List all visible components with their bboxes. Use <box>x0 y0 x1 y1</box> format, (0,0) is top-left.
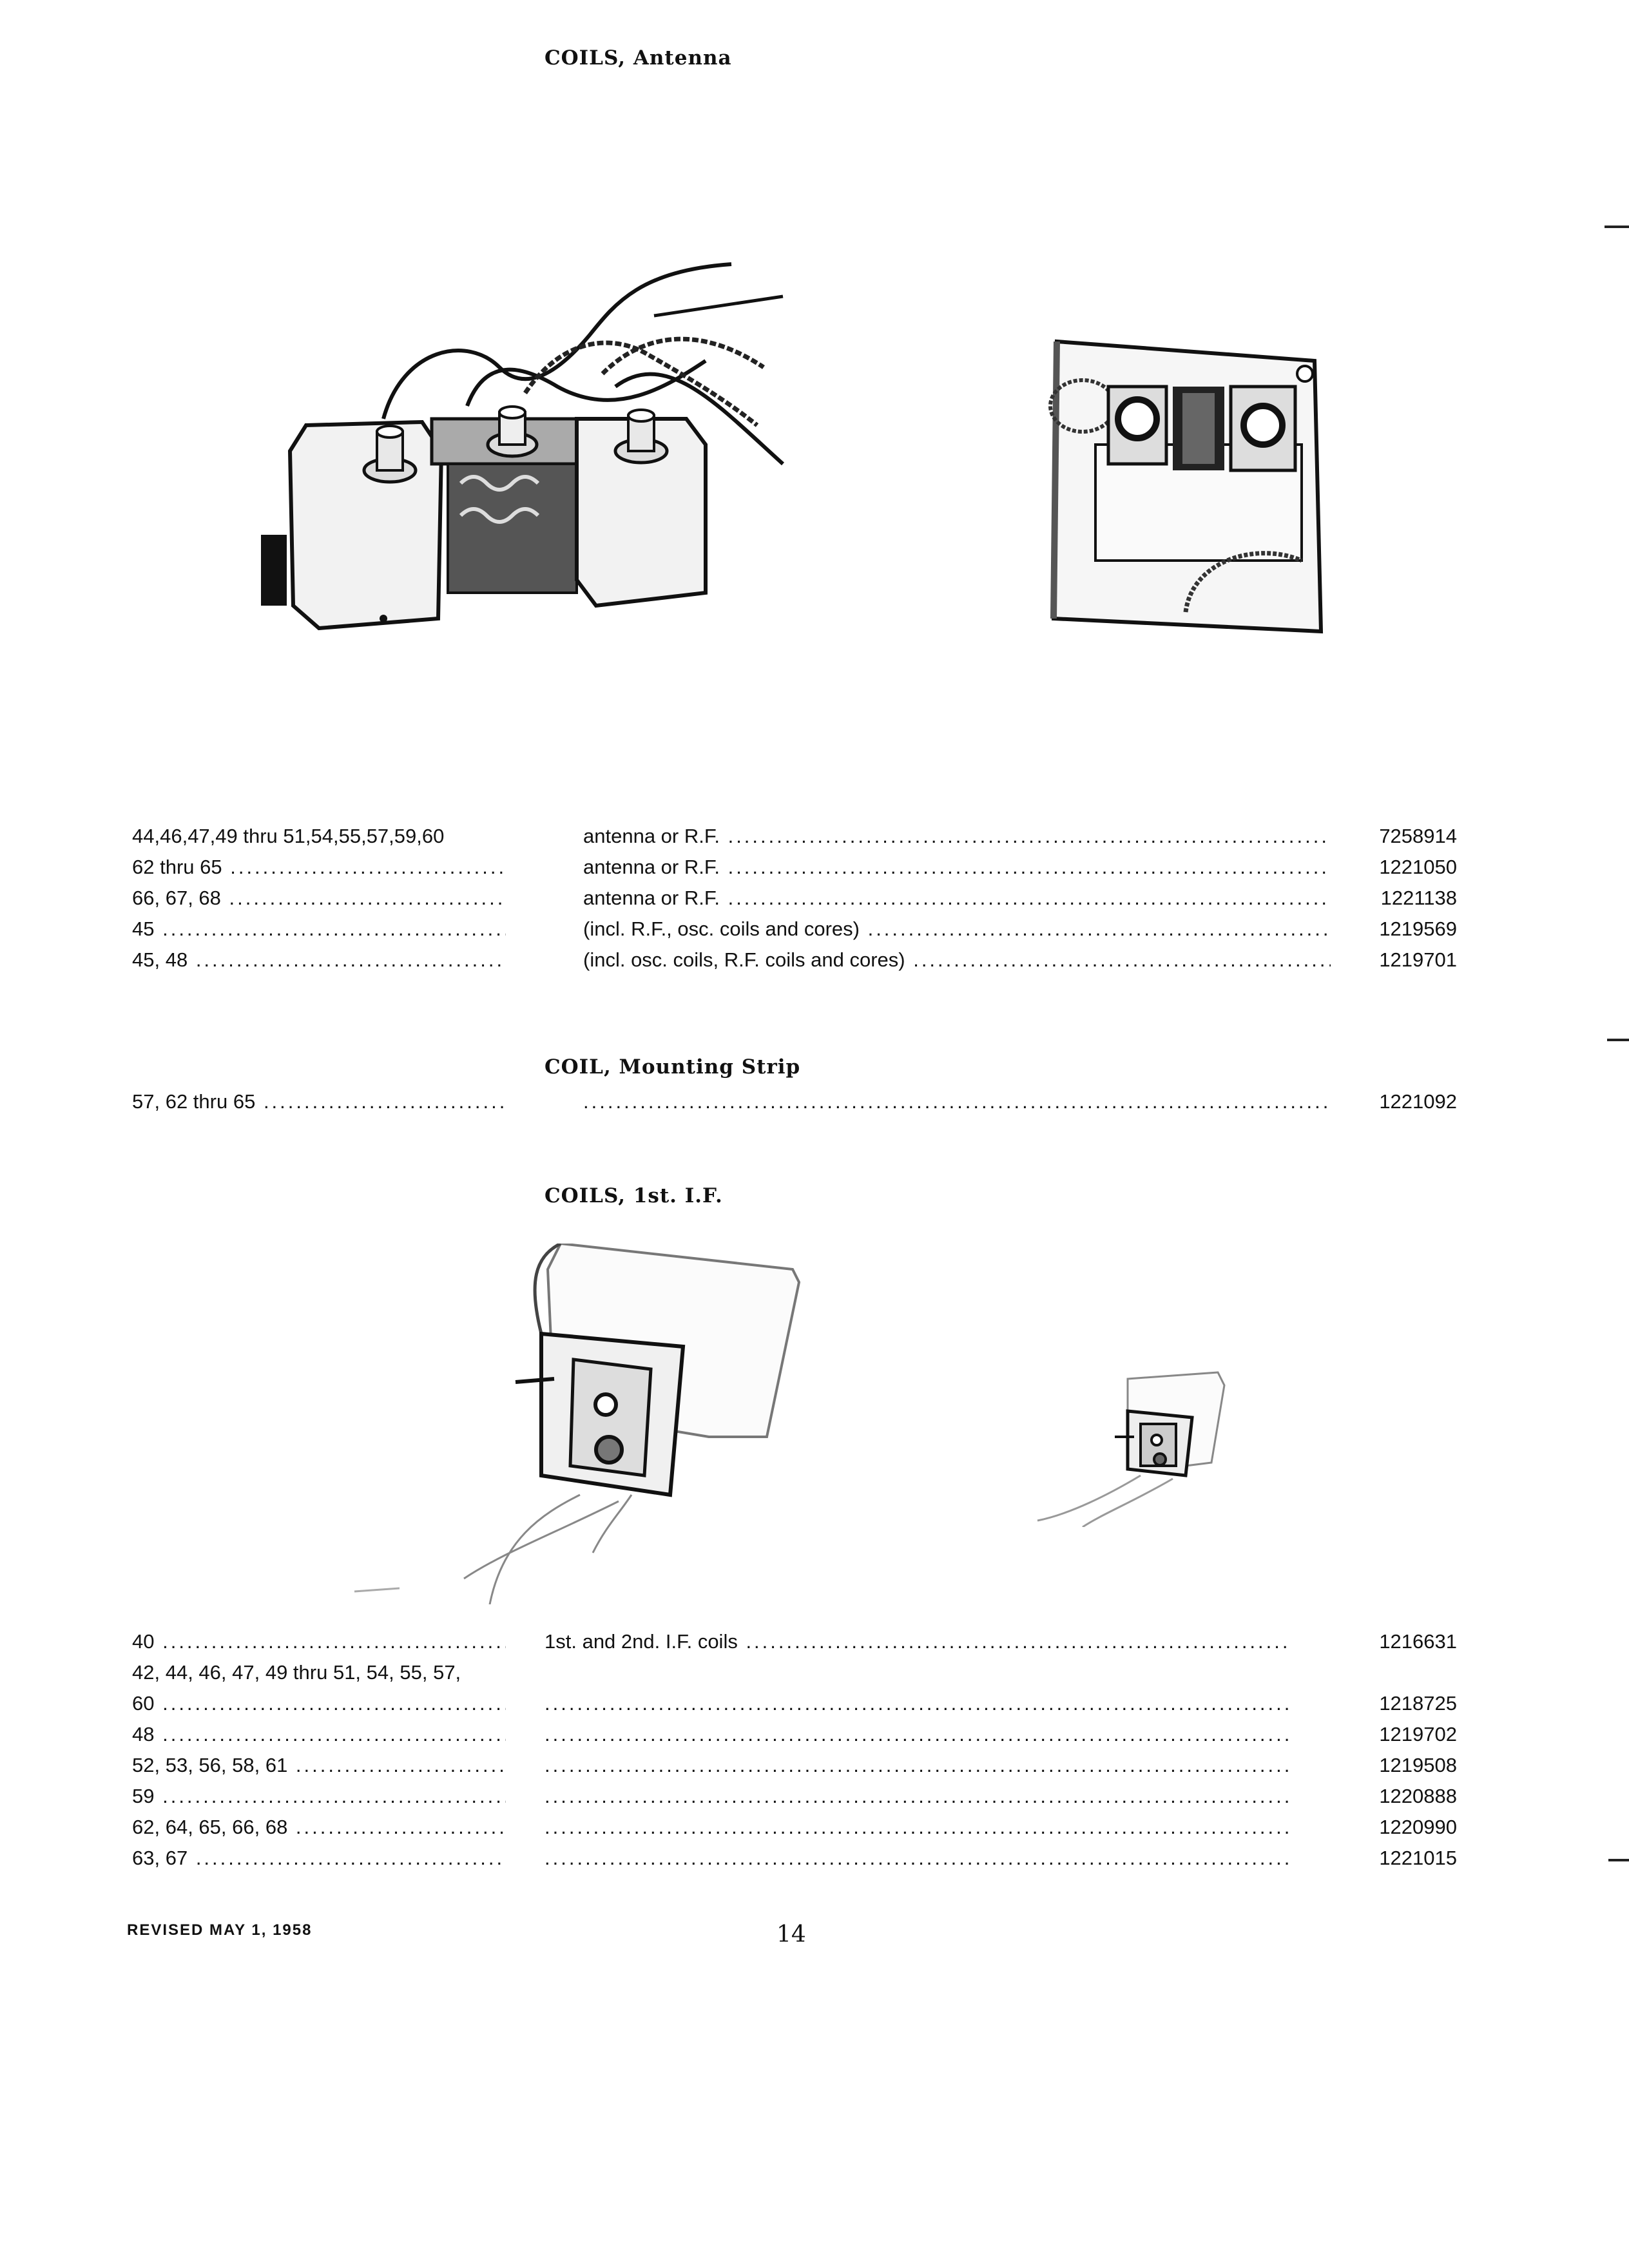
if-coil-small-photo <box>1031 1360 1237 1527</box>
part-description <box>545 1754 1292 1777</box>
model-numbers: 57, 62 thru 65 ..... <box>132 1090 506 1113</box>
parts-row <box>132 1692 1457 1722</box>
parts-row <box>132 887 1457 916</box>
parts-row <box>132 1723 1457 1753</box>
part-number: 1219508 <box>1379 1754 1457 1776</box>
parts-row <box>132 825 1457 854</box>
part-number: 1221138 <box>1380 887 1457 909</box>
scan-edge-mark <box>1607 1039 1629 1041</box>
model-numbers: 59 ..... <box>132 1785 506 1808</box>
scan-edge-mark <box>1605 226 1629 228</box>
model-numbers: 66, 67, 68 ..... <box>132 887 506 910</box>
part-number: 1221050 <box>1379 856 1457 878</box>
part-number: 1221015 <box>1379 1847 1457 1869</box>
parts-row <box>132 948 1457 978</box>
parts-row <box>132 918 1457 947</box>
part-description <box>545 1816 1292 1839</box>
part-number: 1219701 <box>1379 948 1457 971</box>
parts-row <box>132 1630 1457 1660</box>
part-number: 1216631 <box>1379 1630 1457 1653</box>
part-description <box>545 1785 1292 1808</box>
model-numbers: 63, 67 ..... <box>132 1847 506 1870</box>
part-description <box>583 1090 1331 1113</box>
part-description: 1st. and 2nd. I.F. coils ..... <box>545 1630 1292 1653</box>
model-numbers: 52, 53, 56, 58, 61 ..... <box>132 1754 506 1777</box>
part-number: 7258914 <box>1379 825 1457 847</box>
antenna-coil-assembly-photo <box>255 258 822 644</box>
part-description <box>545 1847 1292 1870</box>
parts-row <box>132 1661 1457 1691</box>
part-description <box>545 1723 1292 1746</box>
model-numbers: 60 ..... <box>132 1692 506 1715</box>
parts-row <box>132 1090 1457 1120</box>
revision-date: REVISED MAY 1, 1958 <box>127 1921 313 1939</box>
model-numbers: 42, 44, 46, 47, 49 thru 51, 54, 55, 57, <box>132 1661 461 1684</box>
parts-row <box>132 1754 1457 1783</box>
part-number: 1220888 <box>1379 1785 1457 1807</box>
part-number: 1219569 <box>1379 918 1457 940</box>
model-numbers: 45, 48 ..... <box>132 948 506 972</box>
model-numbers: 62, 64, 65, 66, 68 ..... <box>132 1816 506 1839</box>
model-numbers: 40 ..... <box>132 1630 506 1653</box>
scan-edge-mark <box>1608 1859 1629 1861</box>
model-numbers: 48 ..... <box>132 1723 506 1746</box>
section-title-antenna-coils: COILS, Antenna <box>545 46 732 70</box>
part-number: 1219702 <box>1379 1723 1457 1745</box>
section-title-if-coils: COILS, 1st. I.F. <box>545 1184 723 1207</box>
antenna-coil-top-view-photo <box>1044 335 1334 644</box>
part-description: antenna or R.F. ..... <box>583 856 1331 879</box>
part-number: 1220990 <box>1379 1816 1457 1838</box>
page-number: 14 <box>776 1921 806 1948</box>
section-title-mounting-strip: COIL, Mounting Strip <box>545 1055 801 1079</box>
part-description: (incl. R.F., osc. coils and cores) ..... <box>583 918 1331 941</box>
parts-row <box>132 1847 1457 1876</box>
part-description: antenna or R.F. ..... <box>583 887 1331 910</box>
parts-row <box>132 1816 1457 1845</box>
part-description <box>545 1692 1292 1715</box>
model-numbers: 45 ..... <box>132 918 506 941</box>
part-description: antenna or R.F. ..... <box>583 825 1331 848</box>
parts-row <box>132 856 1457 885</box>
part-number: 1221092 <box>1379 1090 1457 1113</box>
model-numbers: 62 thru 65 ..... <box>132 856 506 879</box>
model-numbers: 44,46,47,49 thru 51,54,55,57,59,60 <box>132 825 445 847</box>
parts-row <box>132 1785 1457 1814</box>
if-coil-can-photo <box>348 1244 812 1604</box>
part-description: (incl. osc. coils, R.F. coils and cores) ..... <box>583 948 1331 972</box>
part-number: 1218725 <box>1379 1692 1457 1715</box>
